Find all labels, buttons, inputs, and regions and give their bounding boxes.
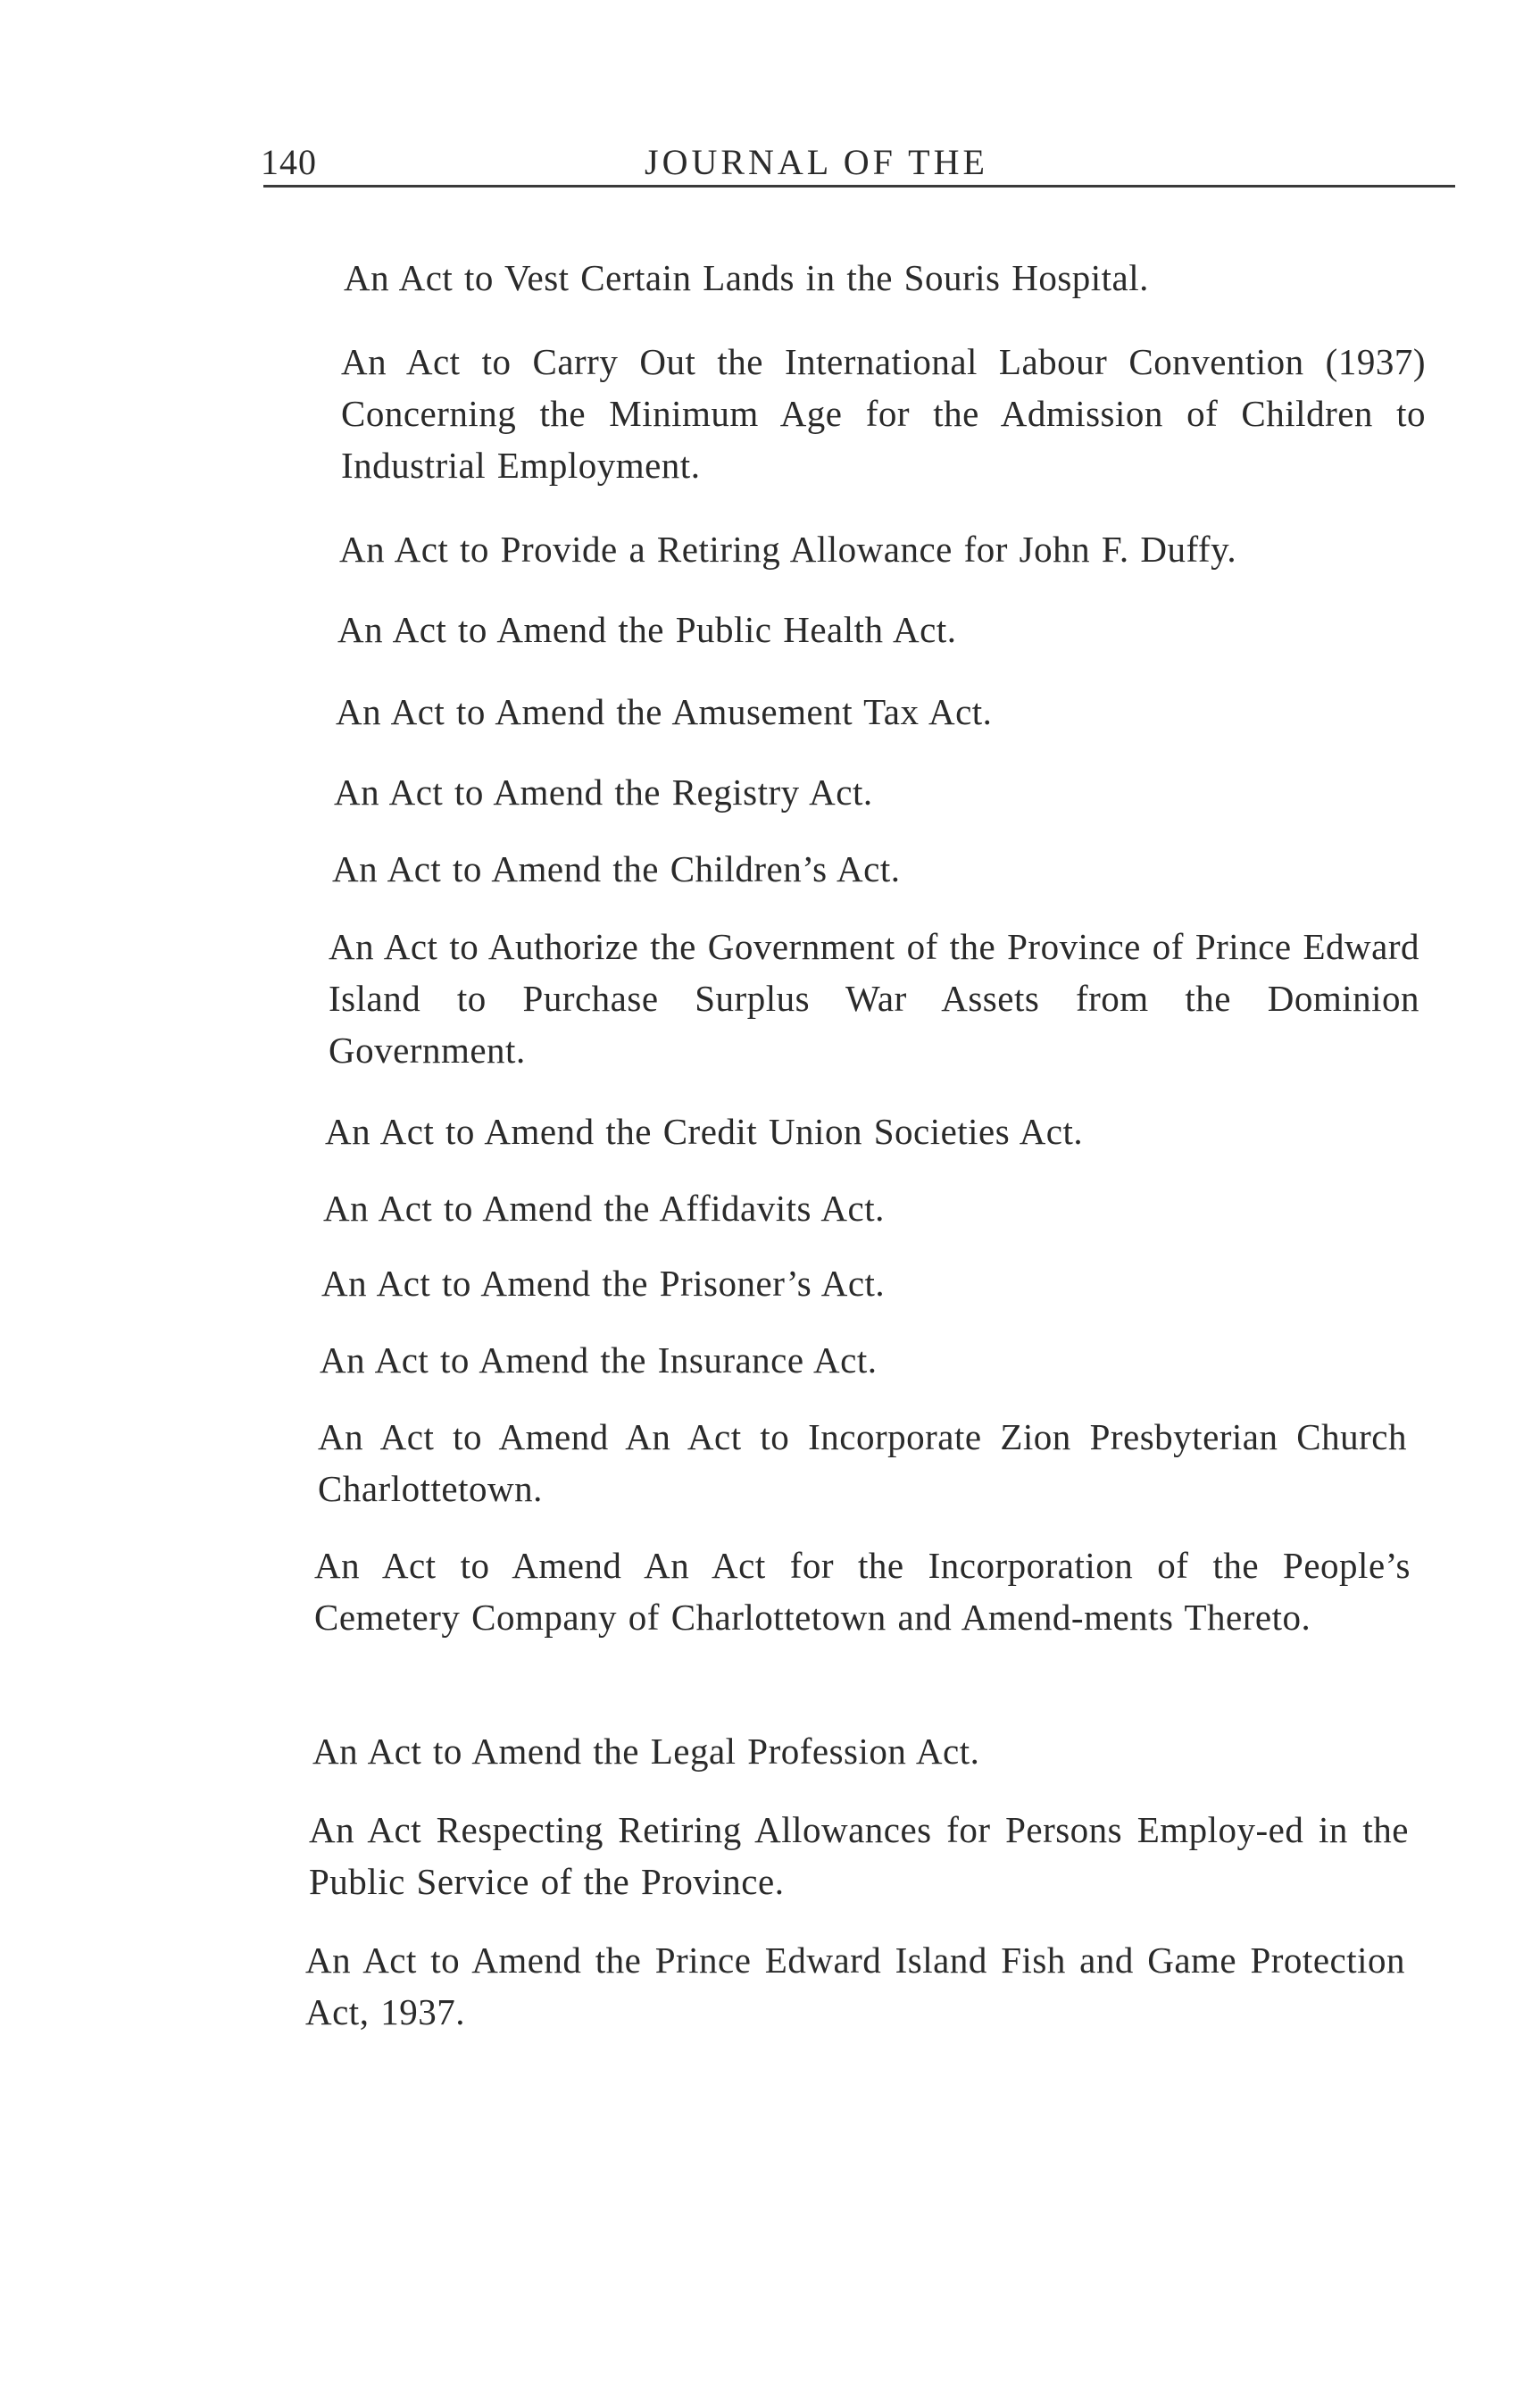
act-item: An Act Respecting Retiring Allowances for Persons Employ-ed in the Public Service of the Province. [309,1809,1409,1902]
act-item: An Act to Amend the Legal Profession Act. [312,1731,980,1772]
act-item: An Act to Carry Out the International Labour Convention (1937) Concerning the Minimum Age for the Admission of Children to Industrial Employment. [341,341,1426,486]
act-item: An Act to Amend An Act to Incorporate Zion Presbyterian Church Charlottetown. [318,1416,1407,1509]
act-item: An Act to Amend the Children’s Act. [332,848,901,889]
act-item: An Act to Amend the Amusement Tax Act. [336,691,993,732]
act-item: An Act to Amend the Credit Union Societies Act. [325,1111,1084,1152]
act-item: An Act to Amend the Registry Act. [334,772,873,813]
act-item: An Act to Provide a Retiring Allowance for John F. Duffy. [339,529,1237,570]
act-item: An Act to Amend the Prisoner’s Act. [321,1263,886,1304]
act-item: An Act to Amend the Insurance Act. [320,1339,878,1381]
act-item: An Act to Authorize the Government of the Province of Prince Edward Island to Purchase Surplus War Assets from the Dominion Government. [329,926,1419,1071]
act-item: An Act to Amend An Act for the Incorporation of the People’s Cemetery Company of Charlottetown and Amend-ments Thereto. [314,1545,1411,1638]
act-item: An Act to Amend the Public Health Act. [337,609,957,650]
act-item: An Act to Amend the Prince Edward Island Fish and Game Protection Act, 1937. [305,1940,1405,2032]
act-item: An Act to Amend the Affidavits Act. [323,1188,885,1229]
act-item: An Act to Vest Certain Lands in the Souris Hospital. [344,257,1149,298]
running-title: JOURNAL OF THE [645,142,988,182]
page-number: 140 [261,142,317,182]
